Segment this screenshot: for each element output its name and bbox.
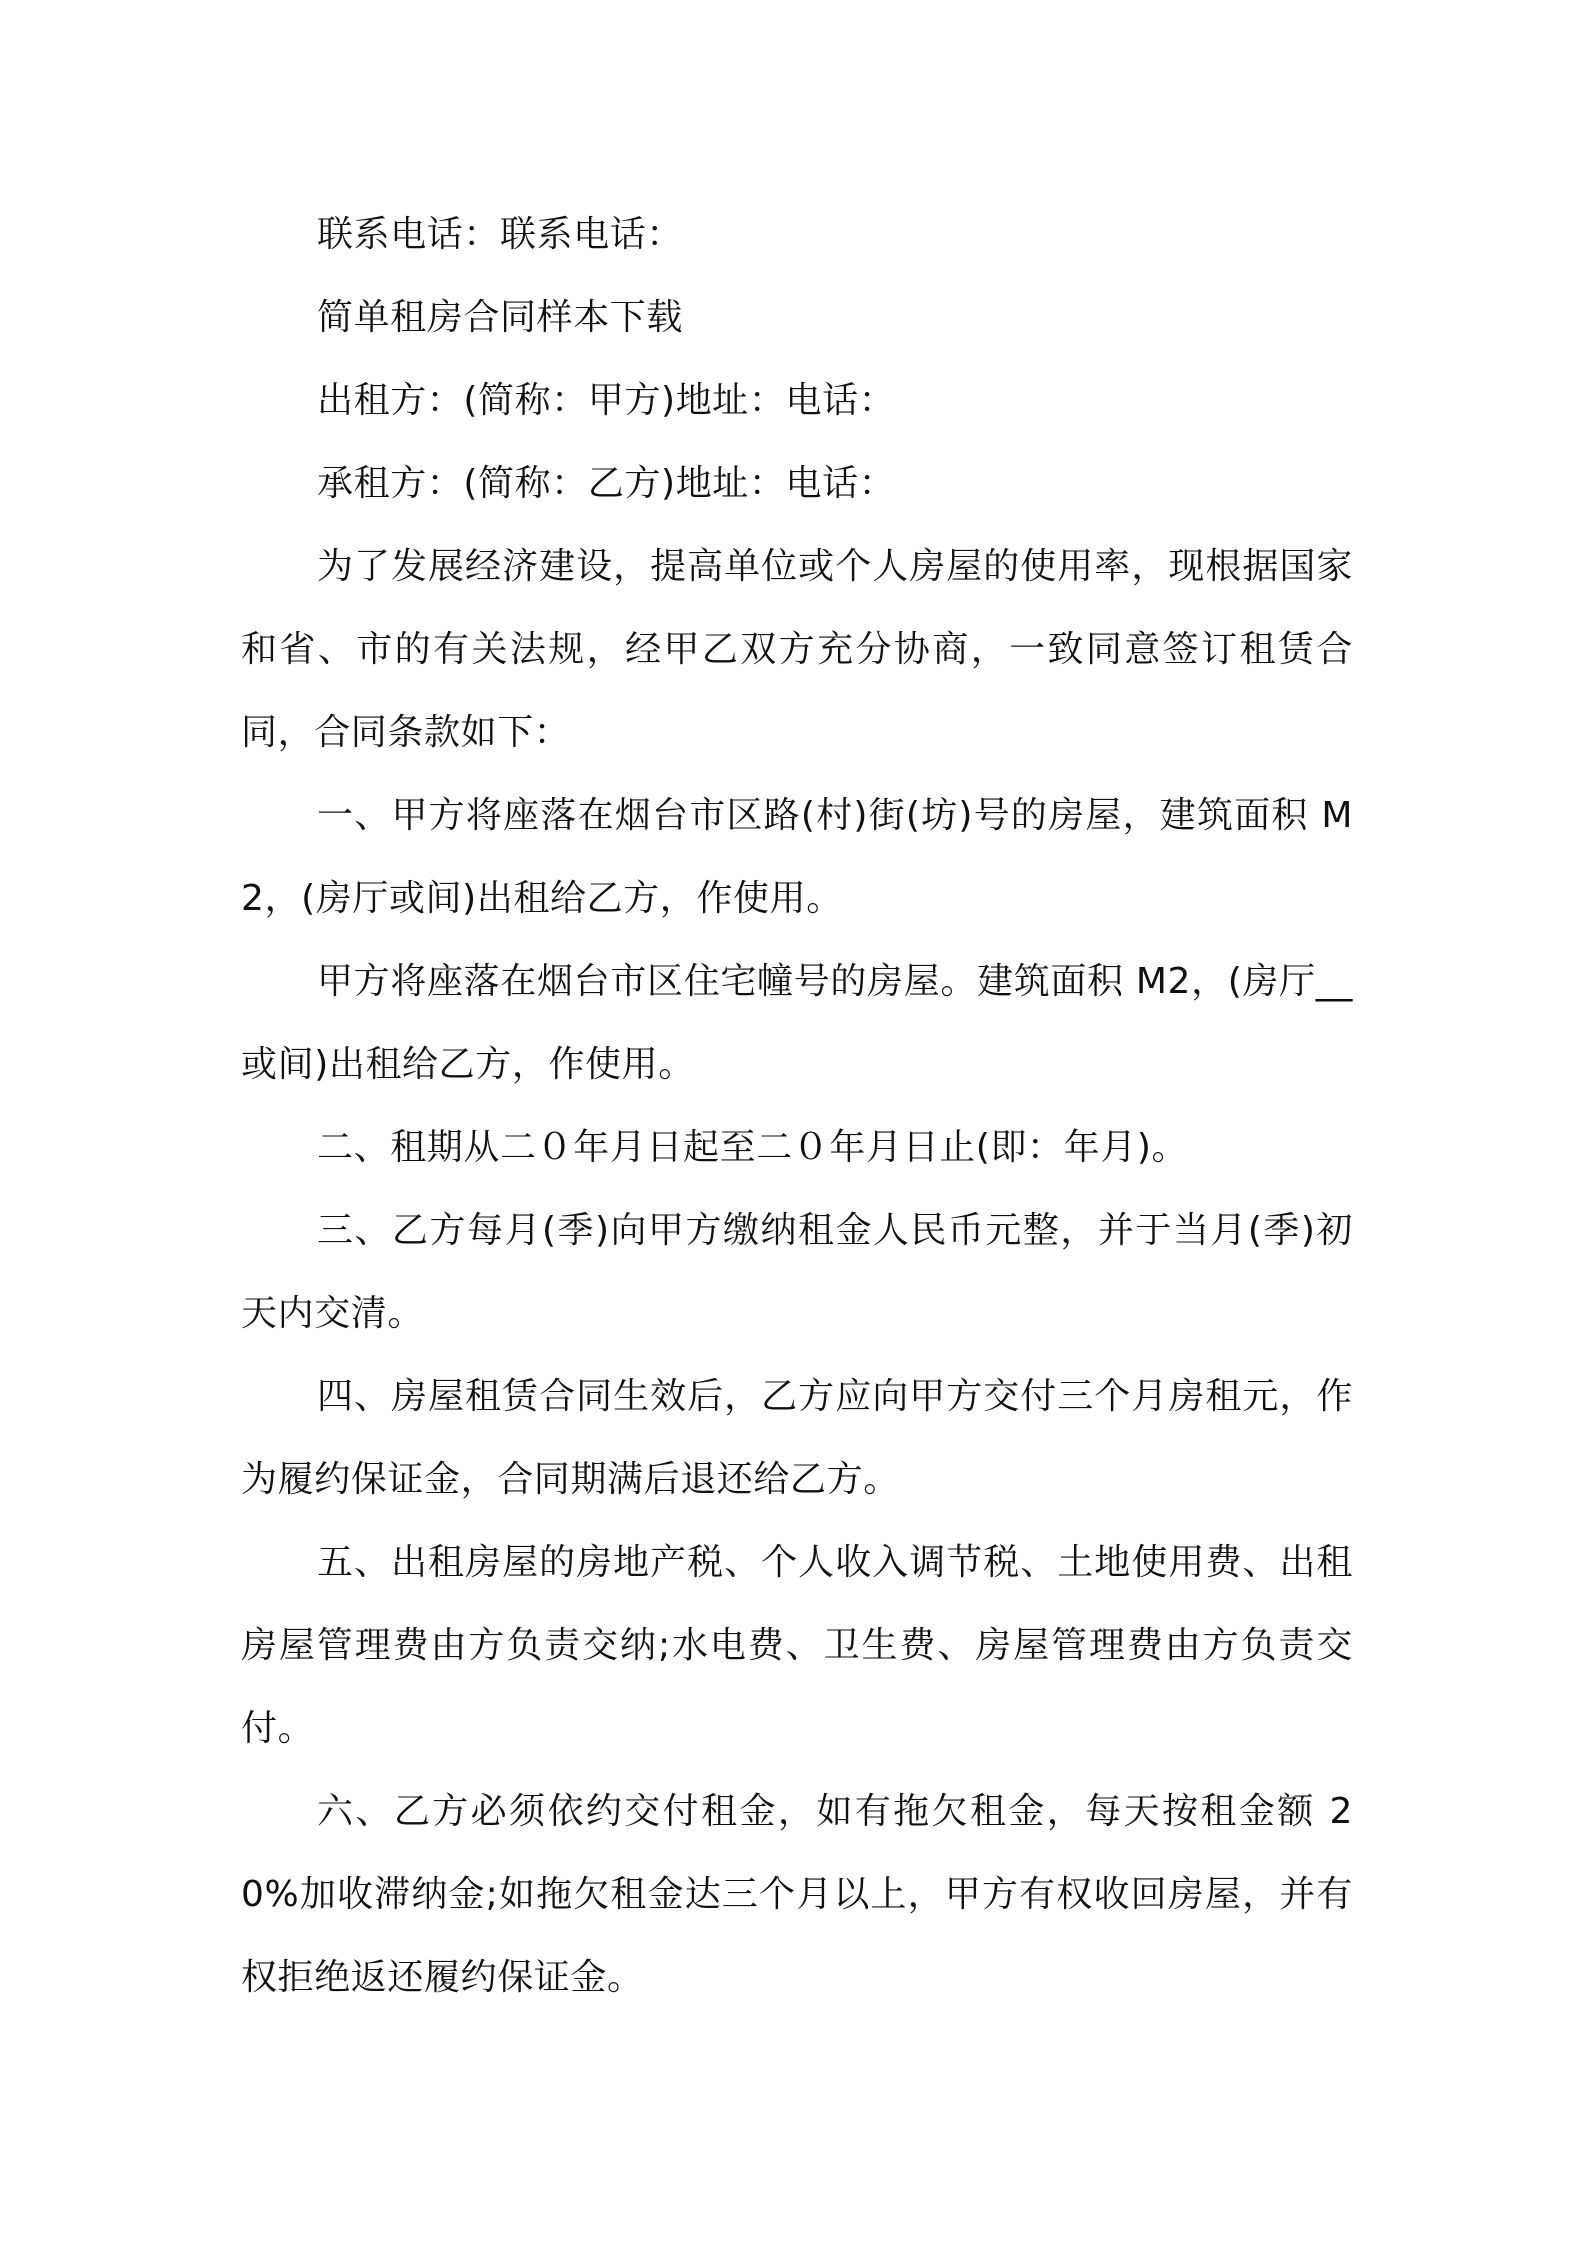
clause-3-paragraph: 三、乙方每月(季)向甲方缴纳租金人民币元整，并于当月(季)初天内交清。 — [241, 1210, 1353, 1334]
clause-1-paragraph: 一、甲方将座落在烟台市区路(村)街(坊)号的房屋，建筑面积 M2，(房厅或间)出租给乙方，作使用。 — [241, 795, 1353, 919]
clause-1-alt-paragraph: 甲方将座落在烟台市区住宅幢号的房屋。建筑面积 M2，(房厅__或间)出租给乙方，作使用。 — [241, 961, 1353, 1085]
clause-4-paragraph: 四、房屋租赁合同生效后，乙方应向甲方交付三个月房租元，作为履约保证金，合同期满后退还给乙方。 — [241, 1376, 1353, 1500]
clause-2-paragraph: 二、租期从二０年月日起至二０年月日止(即：年月)。 — [317, 1127, 1189, 1168]
clause-5-paragraph: 五、出租房屋的房地产税、个人收入调节税、土地使用费、出租房屋管理费由方负责交纳;水电费、卫生费、房屋管理费由方负责交付。 — [241, 1542, 1353, 1749]
document-title: 简单租房合同样本下载 — [317, 297, 684, 338]
clause-6-paragraph: 六、乙方必须依约交付租金，如有拖欠租金，每天按租金额 20%加收滞纳金;如拖欠租金达三个月以上，甲方有权收回房屋，并有权拒绝返还履约保证金。 — [241, 1791, 1353, 1998]
lessor-info-line: 出租方：(简称：甲方)地址：电话： — [317, 380, 896, 421]
lessee-info-line: 承租方：(简称：乙方)地址：电话： — [317, 463, 896, 504]
contact-phone-line: 联系电话：联系电话： — [317, 214, 684, 255]
preamble-paragraph: 为了发展经济建设，提高单位或个人房屋的使用率，现根据国家和省、市的有关法规，经甲乙双方充分协商，一致同意签订租赁合同，合同条款如下： — [241, 546, 1353, 753]
document-body — [241, 193, 1353, 2019]
